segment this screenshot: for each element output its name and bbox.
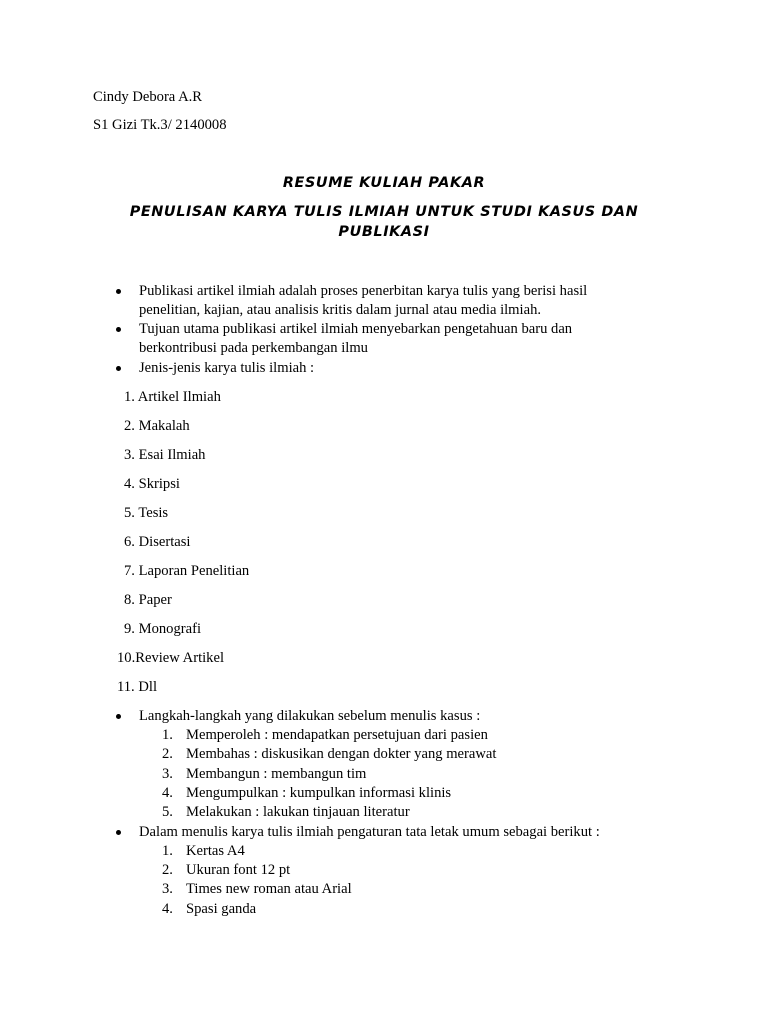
steps-list-item: Membahas : diskusikan dengan dokter yang merawat [186,746,497,762]
layout-list-number: 4. [162,901,173,917]
bullet-icon [116,327,121,332]
layout-list-number: 3. [162,881,173,897]
bullet-text: Dalam menulis karya tulis ilmiah pengaturan tata letak umum sebagai berikut : [139,824,600,840]
types-list-item: 9. Monografi [124,621,202,637]
layout-list-number: 1. [162,843,173,859]
layout-list-item: Times new roman atau Arial [186,881,352,897]
steps-list-number: 5. [162,804,173,820]
author-name: Cindy Debora A.R [93,89,203,105]
types-list-item: 2. Makalah [124,418,190,434]
layout-list-number: 2. [162,862,173,878]
steps-list-number: 1. [162,727,173,743]
types-list-item: 4. Skripsi [124,476,180,492]
types-list-item: 3. Esai Ilmiah [124,447,206,463]
types-list-item: 7. Laporan Penelitian [124,563,250,579]
steps-list-number: 4. [162,785,173,801]
steps-list-number: 2. [162,746,173,762]
types-list-item: 6. Disertasi [124,534,191,550]
bullet-text: Langkah-langkah yang dilakukan sebelum menulis kasus : [139,708,481,724]
layout-list-item: Kertas A4 [186,843,245,859]
document-subtitle-line2: PUBLIKASI [338,224,430,240]
layout-list-item: Ukuran font 12 pt [186,862,291,878]
types-list-item: 11. Dll [117,679,157,695]
bullet-text: Tujuan utama publikasi artikel ilmiah menyebarkan pengetahuan baru dan [139,321,573,337]
steps-list-item: Melakukan : lakukan tinjauan literatur [186,804,410,820]
bullet-text: Publikasi artikel ilmiah adalah proses penerbitan karya tulis yang berisi hasil [139,283,588,299]
types-list-item: 1. Artikel Ilmiah [124,389,221,405]
bullet-icon [116,289,121,294]
bullet-text: Jenis-jenis karya tulis ilmiah : [139,360,315,376]
steps-list-number: 3. [162,766,173,782]
steps-list-item: Mengumpulkan : kumpulkan informasi klinis [186,785,452,801]
types-list-item: 8. Paper [124,592,172,608]
layout-list-item: Spasi ganda [186,901,257,917]
bullet-text-continued: berkontribusi pada perkembangan ilmu [139,340,368,356]
types-list-item: 10.Review Artikel [117,650,225,666]
author-class-id: S1 Gizi Tk.3/ 2140008 [93,117,227,133]
bullet-icon [116,830,121,835]
bullet-text-continued: penelitian, kajian, atau analisis kritis dalam jurnal atau media ilmiah. [139,302,542,318]
steps-list-item: Memperoleh : mendapatkan persetujuan dari pasien [186,727,488,743]
types-list-item: 5. Tesis [124,505,169,521]
document-title: RESUME KULIAH PAKAR [282,175,486,191]
steps-list-item: Membangun : membangun tim [186,766,367,782]
document-subtitle-line1: PENULISAN KARYA TULIS ILMIAH UNTUK STUDI KASUS DAN [129,204,639,220]
bullet-icon [116,714,121,719]
bullet-icon [116,366,121,371]
